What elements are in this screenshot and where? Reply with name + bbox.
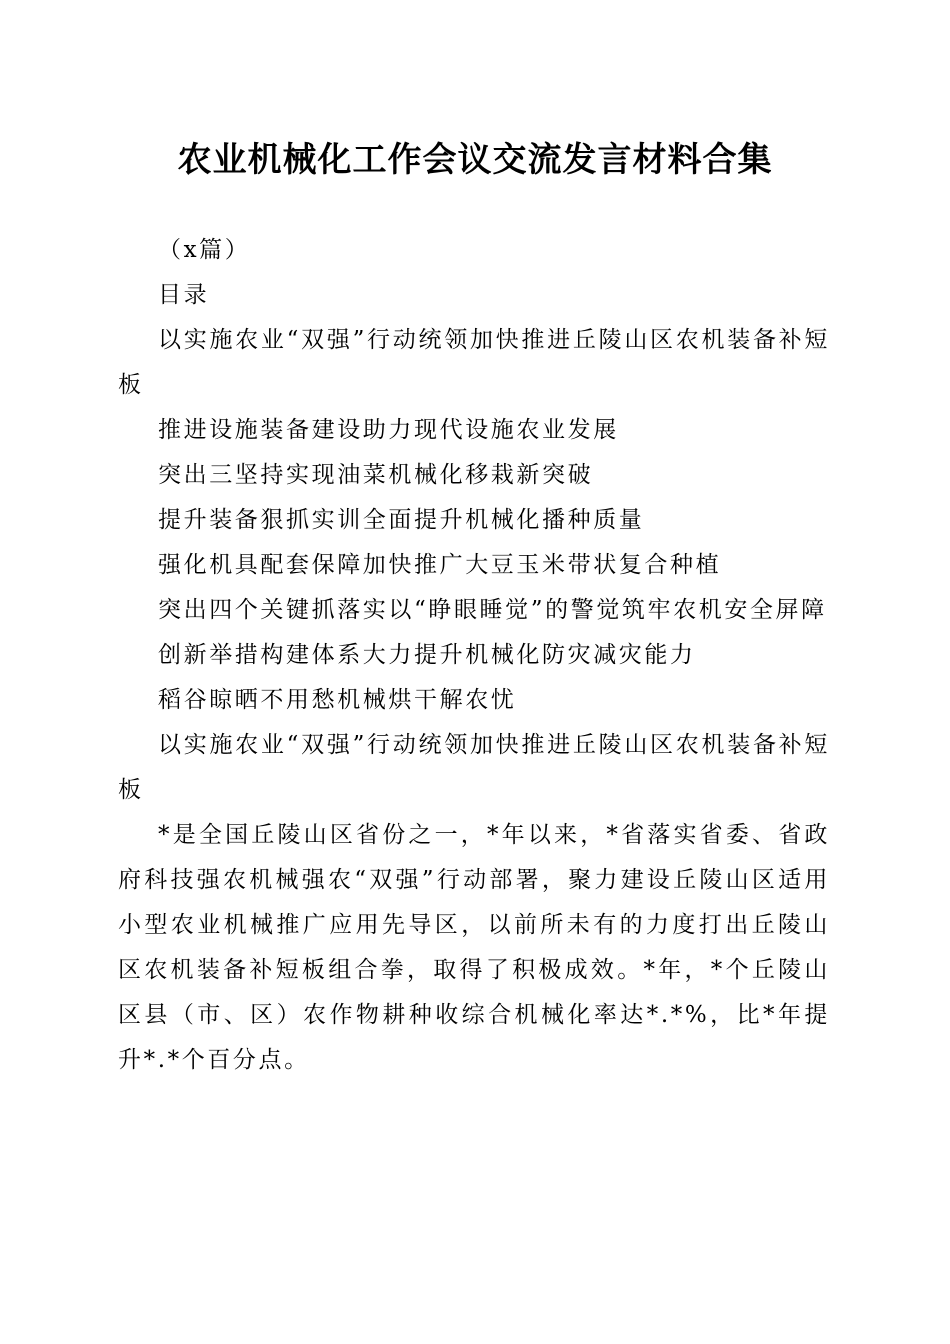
toc-item: 创新举措构建体系大力提升机械化防灾减灾能力 [158,642,696,668]
toc-item: 强化机具配套保障加快推广大豆玉米带状复合种植 [158,552,722,578]
toc-item: 以实施农业“双强”行动统领加快推进丘陵山区农机装备补短板 [118,327,830,398]
toc-item: 推进设施装备建设助力现代设施农业发展 [158,417,619,443]
toc-label: 目录 [158,282,210,308]
toc-item: 稻谷晾晒不用愁机械烘干解农忧 [158,687,517,713]
toc-item: 突出四个关键抓落实以“睁眼睡觉”的警觉筑牢农机安全屏障 [158,597,827,623]
toc-item: 提升装备狠抓实训全面提升机械化播种质量 [158,507,645,533]
document-title: 农业机械化工作会议交流发言材料合集 [177,140,773,180]
body-paragraph: *是全国丘陵山区省份之一，*年以来，*省落实省委、省政府科技强农机械强农“双强”行动部署，聚力建设丘陵山区适用小型农业机械推广应用先导区，以前所未有的力度打出丘陵山区农机装备补短板组合拳，取得了积极成效。*年，*个丘陵山区县（市、区）农作物耕种收综合机械化率达*.*%，比*年提升*.*个百分点。 [118,822,830,1073]
count-note: （x篇） [158,237,251,263]
document-body [118,228,830,1083]
toc-item: 突出三坚持实现油菜机械化移栽新突破 [158,462,594,488]
section-heading: 以实施农业“双强”行动统领加快推进丘陵山区农机装备补短板 [118,732,830,803]
